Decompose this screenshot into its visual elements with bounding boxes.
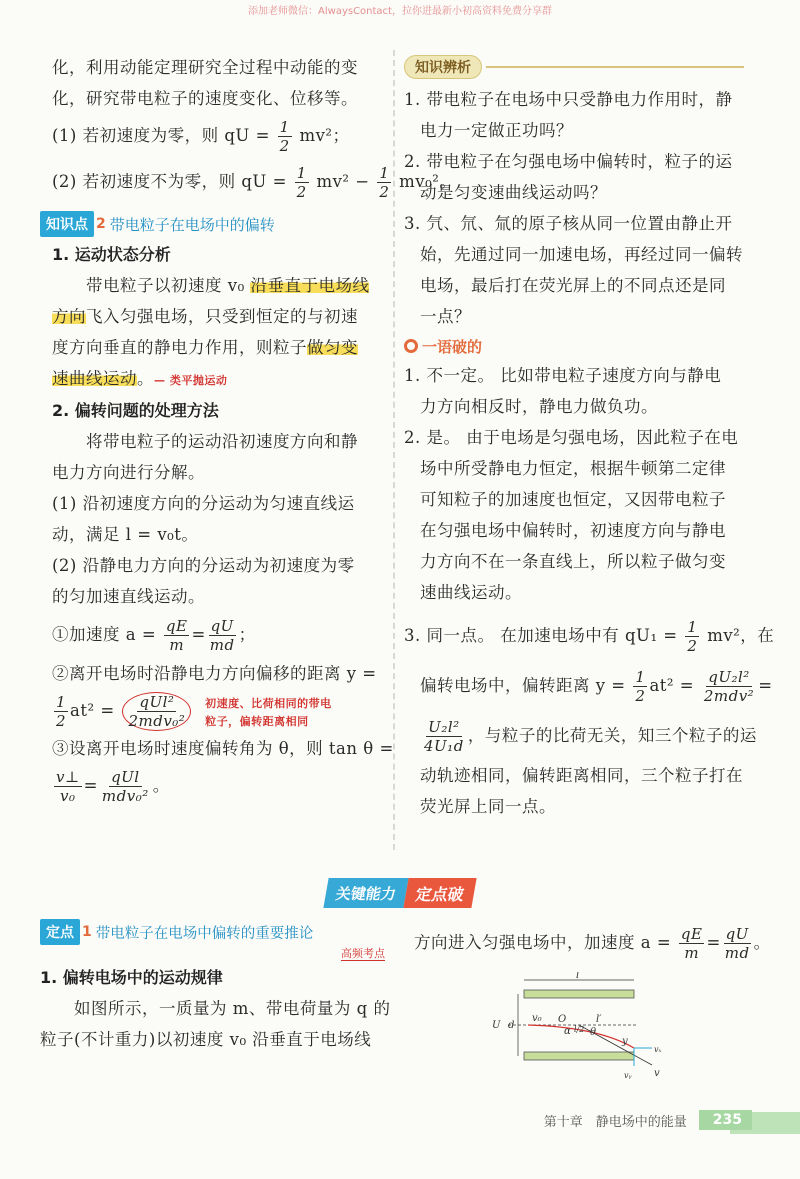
motion-line-3 [52, 332, 388, 363]
q3-line-3: 电场，最后打在荧光屏上的不同点还是同 [420, 276, 726, 295]
text: 。 [137, 369, 154, 388]
frac-num: qUl [111, 768, 140, 786]
angle-line-1: ③设离开电场时速度偏转角为 θ，则 tan θ = [52, 739, 394, 758]
q3-line-1: 3. 氕、氘、氚的原子核从同一位置由静止开 [404, 214, 733, 233]
frac-den: 2mdv₀² [128, 712, 186, 730]
frac-den: 2 [635, 687, 646, 705]
frac-num: v⊥ [56, 768, 80, 786]
handwritten-note [205, 694, 332, 730]
frac-den: m [169, 636, 185, 654]
a3-line-2: 偏转电场中，偏转距离 y = $\frac{1}{2}$ at² = $\frac{\text{qU₂l²}}{\text{2mdv²}}$ = [420, 668, 773, 705]
fraction [422, 718, 466, 755]
text: 度方向垂直的静电力作用，则粒子 [52, 338, 307, 357]
right-column [404, 52, 775, 822]
frac-den: 2 [296, 183, 307, 201]
text: 。 [753, 933, 771, 952]
fp-title: 带电粒子在电场中偏转的重要推论 [95, 925, 314, 942]
m1-line-1: (1) 沿初速度方向的分运动为匀速直线运 [52, 494, 355, 513]
frac-den: 2 [687, 637, 698, 655]
q2-line-2: 动是匀变速曲线运动吗？ [420, 183, 607, 202]
fraction-half [278, 118, 292, 155]
knowledge-point-heading [40, 210, 388, 238]
frac-den: v₀ [60, 787, 76, 805]
banner-part-a: 关键能力 [323, 878, 408, 908]
column-divider [393, 50, 395, 850]
a1-line-2: 力方向相反时，静电力做负功。 [420, 397, 658, 416]
a3-line-3 [404, 712, 757, 760]
upper-plate [524, 990, 634, 998]
bottom-right-section [414, 920, 771, 966]
label-O: O [558, 1014, 567, 1025]
motion-line-2 [52, 301, 388, 332]
text: 。 [152, 776, 170, 795]
fraction [723, 925, 752, 962]
fraction [679, 925, 705, 962]
case-1-suffix: mv²； [299, 126, 350, 145]
note-line: 粒子，偏转距离相同 [205, 714, 309, 728]
frac-num: qUl² [139, 693, 175, 711]
a2-line-3: 可知粒子的加速度也恒定，又因带电粒子 [420, 490, 726, 509]
m2-line-2: 的匀加速直线运动。 [52, 587, 205, 606]
intro-line-2: 化，研究带电粒子的速度变化、位移等。 [52, 89, 358, 108]
highlight: 方向 [52, 307, 86, 326]
frac-num: U₂l² [428, 718, 460, 736]
frac-num: 1 [635, 668, 646, 686]
text: 方向进入匀强电场中，加速度 a = [414, 933, 672, 952]
section-badge: 知识辨析 [404, 55, 482, 79]
fraction-half [685, 618, 699, 655]
frac-den: 2 [379, 183, 390, 201]
watermark: 添加老师微信：AlwaysContact，拉你进最新小初高资料免费分享群 [248, 6, 552, 17]
q1-line-1: 1. 带电粒子在电场中只受静电力作用时，静 [404, 90, 733, 109]
frac-num: 1 [379, 164, 390, 182]
banner [326, 878, 474, 908]
banner-part-b: 定点破 [403, 878, 476, 908]
frac-num: qU₂l² [708, 668, 750, 686]
q2-line-1: 2. 带电粒子在匀强电场中偏转时，粒子的运 [404, 152, 733, 171]
fraction-half [377, 164, 391, 201]
bl-line-1: 如图所示，一质量为 m、带电荷量为 q 的 [74, 999, 391, 1018]
case-2-suffix: mv₀²。 [399, 172, 457, 191]
a2-line-5: 力方向不在一条直线上，所以粒子做匀变 [420, 552, 726, 571]
frac-num: qE [680, 925, 703, 943]
acceleration-formula: ①加速度 a = $\frac{qE}{m}$ = $\frac{qU}{md}$ ； [52, 617, 256, 654]
frac-num: 1 [687, 618, 698, 636]
frac-den: md [209, 636, 235, 654]
a2-line-6: 速曲线运动。 [420, 583, 522, 602]
label-l: l [576, 972, 580, 981]
heading-deflection-rules: 1. 偏转电场中的运动规律 [40, 968, 223, 987]
fraction-half [54, 693, 68, 730]
fraction [164, 617, 190, 654]
q3-line-4: 一点？ [420, 307, 471, 326]
method-line-1: 将带电粒子的运动沿初速度方向和静 [86, 432, 358, 451]
bl-line-2: 粒子(不计重力)以初速度 v₀ 沿垂直于电场线 [40, 1030, 372, 1049]
frac-den: 4U₁d [424, 737, 464, 755]
label-alpha: α [564, 1026, 571, 1037]
circled-fraction [122, 692, 191, 731]
frac-den: md [724, 944, 750, 962]
kp-tag: 知识点 [40, 211, 94, 237]
motion-line-1 [52, 270, 388, 301]
page-footer [544, 1110, 752, 1130]
page-number: 235 [699, 1110, 752, 1130]
case-2 [52, 158, 457, 206]
a2-line-1: 2. 是。 由于电场是匀强电场，因此粒子在电 [404, 428, 739, 447]
key-ability-banner [0, 878, 800, 908]
label-vx: vₓ [654, 1045, 662, 1054]
text: ，与粒子的比荷无关，知三个粒子的运 [467, 726, 757, 745]
text: at² = [70, 701, 115, 720]
fraction [702, 668, 756, 705]
frac-num: 1 [56, 693, 67, 711]
q1-line-2: 电力一定做正功吗？ [420, 121, 573, 140]
heading-method: 2. 偏转问题的处理方法 [52, 401, 219, 420]
heading-motion-analysis: 1. 运动状态分析 [52, 245, 171, 264]
m2-line-1: (2) 沿静电力方向的分运动为初速度为零 [52, 556, 355, 575]
label-vy: vᵧ [624, 1071, 632, 1080]
fp-number: 1 [82, 924, 92, 940]
method-line-2: 电力方向进行分解。 [52, 463, 205, 482]
a2-line-2: 场中所受静电力恒定，根据牛顿第二定律 [420, 459, 726, 478]
fraction [100, 768, 151, 805]
a3-line-1 [404, 612, 775, 660]
frac-num: 1 [279, 118, 290, 136]
text: ①加速度 a = [52, 625, 157, 644]
motion-line-4 [52, 363, 388, 396]
a3-line-5: 荧光屏上同一点。 [420, 797, 556, 816]
distance-formula [52, 689, 388, 733]
deflection-diagram [488, 972, 668, 1087]
angle-formula: $\frac{v\perp}{\text{v₀}}$ = $\frac{\text{qUl}}{\text{mdv₀²}}$ 。 [56, 768, 170, 805]
intro-line-1: 化，利用动能定理研究全过程中动能的变 [52, 58, 358, 77]
fraction [54, 768, 82, 805]
text: 偏转电场中，偏转距离 y = [420, 676, 626, 695]
br-line-1: 方向进入匀强电场中，加速度 a = $\frac{qE}{m}$ = $\frac{qU}{md}$ 。 [414, 925, 771, 962]
text: mv²，在 [707, 626, 775, 645]
a3-line-4: 动轨迹相同，偏转距离相同，三个粒子打在 [420, 766, 743, 785]
a2-line-4: 在匀强电场中偏转时，初速度方向与静电 [420, 521, 726, 540]
q3-line-2: 始，先通过同一加速电场，再经过同一偏转 [420, 245, 743, 264]
label-U: U [492, 1020, 501, 1031]
label-l-prime: l′ [596, 1014, 602, 1025]
lower-plate [524, 1052, 634, 1060]
frac-num: qE [165, 617, 188, 635]
highlight: 沿垂直于电场线 [250, 276, 370, 295]
header-rule [486, 66, 744, 68]
text: 带电粒子以初速度 v₀ [86, 276, 251, 295]
frac-num: 1 [296, 164, 307, 182]
case-1 [52, 114, 388, 158]
label-d: d [508, 1020, 515, 1031]
kp-number: 2 [96, 216, 106, 232]
frac-num: qU [210, 617, 234, 635]
text: 飞入匀强电场，只受到恒定的与初速 [86, 307, 358, 326]
fp-tag: 定点 [40, 919, 80, 945]
frac-den: 2 [56, 712, 67, 730]
label-v: v [654, 1068, 660, 1079]
distance-line-1: ②离开电场时沿静电力方向偏移的距离 y = [52, 664, 377, 683]
text: 3. 同一点。 在加速电场中有 qU₁ = [404, 626, 678, 645]
frac-den: 2 [279, 137, 290, 155]
handwritten-note: — 类平抛运动 [154, 374, 228, 387]
chapter-title: 第十章 静电场中的能量 [543, 1114, 687, 1130]
note-line: 初速度、比荷相同的带电 [205, 696, 332, 710]
case-2-prefix: (2) 若初速度不为零，则 qU = [52, 172, 287, 191]
answer-heading [404, 332, 744, 360]
case-2-mid: mv² − [316, 172, 370, 191]
label-theta: θ [590, 1027, 597, 1038]
m1-line-2: 动，满足 l = v₀t。 [52, 525, 199, 544]
text: at² = [649, 676, 695, 695]
bottom-left-section [40, 918, 391, 1055]
fraction-half [633, 668, 647, 705]
label-v0: v₀ [532, 1013, 542, 1024]
label-y: y [622, 1036, 628, 1047]
answer-heading-text: 一语破的 [422, 337, 483, 356]
label-half-l: l/2 [574, 1025, 585, 1034]
frac-den: mdv₀² [101, 787, 149, 805]
a1-line-1: 1. 不一定。 比如带电粒子速度方向与静电 [404, 366, 722, 385]
frac-num: qU [725, 925, 749, 943]
knowledge-discrimination-header [404, 52, 744, 82]
case-1-prefix: (1) 若初速度为零，则 qU = [52, 126, 270, 145]
frac-den: m [684, 944, 700, 962]
kp-title: 带电粒子在电场中的偏转 [109, 215, 275, 234]
fraction-half [295, 164, 309, 201]
high-frequency-label: 高频考点 [341, 947, 385, 960]
highlight: 速曲线运动 [52, 369, 137, 388]
highlight: 做匀变 [307, 338, 358, 357]
fraction [208, 617, 237, 654]
frac-den: 2mdv² [703, 687, 755, 705]
target-icon [404, 339, 418, 353]
freq-row [40, 942, 385, 961]
